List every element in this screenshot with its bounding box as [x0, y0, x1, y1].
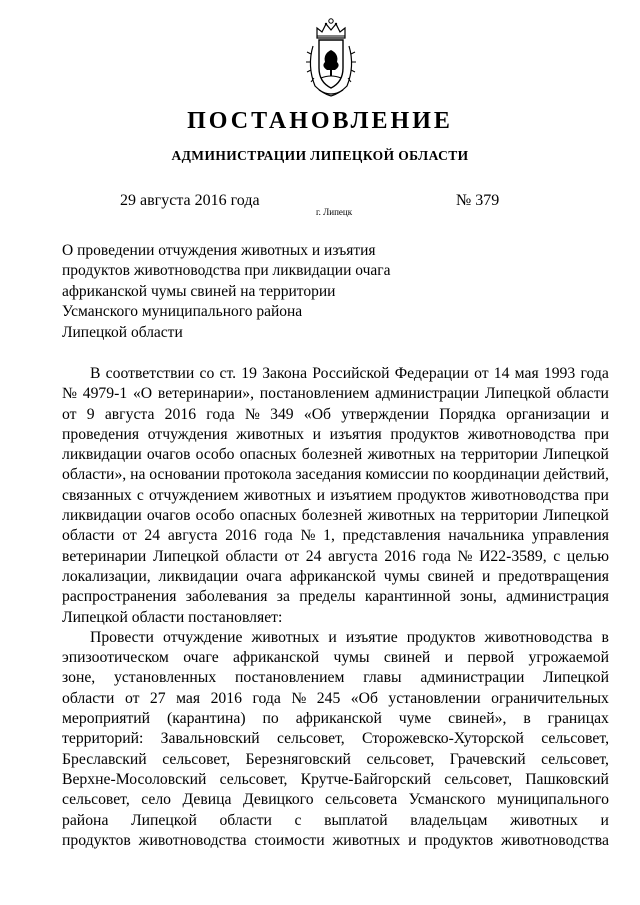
body-line: эпизоотическом очаге африканской чумы свиней и первой угрожаемой — [62, 649, 609, 667]
body-line: области», на основании протокола заседания комиссии по координации действий, — [62, 466, 609, 484]
document-number: № 379 — [456, 192, 500, 209]
body-line: мероприятий (карантина) по африканской чуме свиней», в границах — [62, 710, 609, 728]
document-title: ПОСТАНОВЛЕНИЕ — [187, 108, 453, 134]
body-line: территорий: Завальновский сельсовет, Сторожевско-Хуторской сельсовет, — [62, 730, 609, 748]
body-line: сельсовет, село Девица Девицкого сельсовета Усманского муниципального — [62, 791, 609, 809]
body-line: Верхне-Мосоловский сельсовет, Крутче-Байгорский сельсовет, Пашковский — [62, 770, 609, 788]
body-line: проведения отчуждения животных и изъятия продуктов животноводства при — [62, 425, 609, 443]
document-subject — [62, 241, 391, 343]
subject-line: Усманского муниципального района — [62, 303, 303, 321]
body-line: продуктов животноводства стоимости животных и продуктов животноводства — [62, 831, 609, 849]
body-line: Бреславский сельсовет, Березняговский сельсовет, Грачевский сельсовет, — [62, 750, 609, 768]
body-line: Провести отчуждение животных и изъятие продуктов животноводства в — [90, 628, 609, 646]
document-body — [62, 364, 609, 851]
body-line: связанных с отчуждением животных и изъятием продуктов животноводства при — [62, 486, 609, 504]
body-line: области от 27 мая 2016 года № 245 «Об установлении ограничительных — [62, 689, 609, 707]
document-subtitle: АДМИНИСТРАЦИИ ЛИПЕЦКОЙ ОБЛАСТИ — [171, 148, 469, 163]
body-line: ликвидации очагов особо опасных болезней животных на территории Липецкой — [62, 446, 609, 464]
body-line: ветеринарии Липецкой области от 24 августа 2016 года № И22-3589, с целью — [62, 547, 609, 565]
body-line: от 9 августа 2016 года № 349 «Об утверждении Порядка организации и — [62, 405, 609, 423]
subject-line: африканской чумы свиней на территории — [62, 282, 336, 300]
body-line: № 4979-1 «О ветеринарии», постановлением администрации Липецкой области — [62, 385, 609, 403]
body-line: В соответствии со ст. 19 Закона Российской Федерации от 14 мая 1993 года — [90, 365, 609, 382]
body-paragraph — [62, 628, 609, 851]
body-line: ликвидации очагов особо опасных болезней животных на территории Липецкой — [62, 507, 609, 525]
subject-line: О проведении отчуждения животных и изъятия — [62, 242, 376, 259]
body-line: района Липецкой области с выплатой владельцам животных и — [62, 811, 609, 829]
document-date: 29 августа 2016 года — [120, 192, 260, 209]
body-line: локализации, ликвидации очага африканской чумы свиней и предотвращения — [62, 567, 609, 585]
subject-line: продуктов животноводства при ликвидации очага — [62, 262, 391, 280]
body-line: распространения заболевания за пределы карантинной зоны, администрация — [62, 588, 609, 606]
document-city: г. Липецк — [316, 207, 353, 217]
body-line: Липецкой области постановляет: — [62, 608, 283, 626]
coat-of-arms-icon — [305, 16, 357, 98]
body-line: зоне, установленных постановлением главы администрации Липецкой — [62, 669, 609, 687]
subject-line: Липецкой области — [62, 323, 183, 341]
body-paragraph — [62, 364, 609, 628]
body-line: области от 24 августа 2016 года № 1, представления начальника управления — [62, 527, 609, 545]
